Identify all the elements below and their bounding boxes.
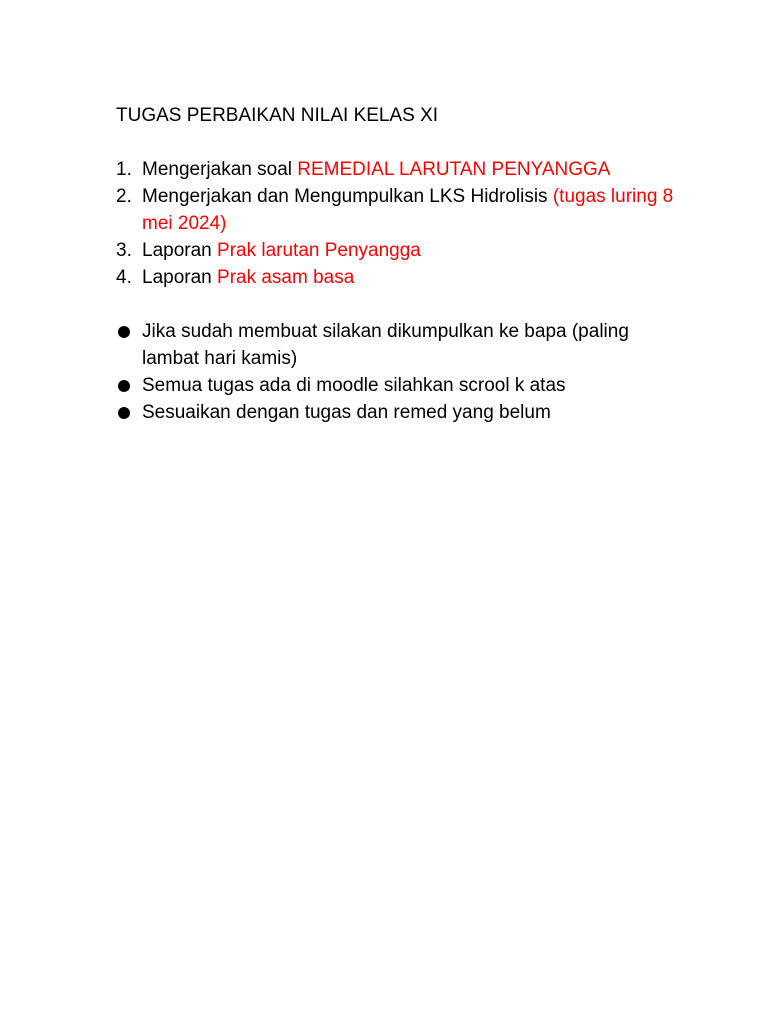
task-highlight: (tugas luring 8 mei 2024)	[142, 186, 674, 234]
blank-line	[116, 291, 676, 318]
note-item-3	[116, 399, 676, 426]
task-number: 3.	[116, 240, 132, 261]
task-item-4	[116, 264, 676, 291]
document-title: TUGAS PERBAIKAN NILAI KELAS XI	[116, 105, 439, 126]
task-list	[116, 156, 676, 291]
task-text: Mengerjakan soal	[142, 159, 298, 180]
task-item-3	[116, 237, 676, 264]
blank-line	[116, 129, 676, 156]
bullet-icon	[118, 380, 130, 392]
note-text: Jika sudah membuat silakan dikumpulkan ke bapa (paling lambat hari kamis)	[142, 321, 629, 369]
task-highlight: Prak asam basa	[217, 267, 355, 288]
note-list	[116, 318, 676, 426]
document-body	[116, 102, 676, 426]
task-item-2	[116, 183, 676, 237]
task-item-1	[116, 156, 676, 183]
note-text: Sesuaikan dengan tugas dan remed yang belum	[142, 402, 551, 423]
note-text: Semua tugas ada di moodle silahkan scrool k atas	[142, 375, 566, 396]
task-number: 4.	[116, 267, 132, 288]
task-text: Mengerjakan dan Mengumpulkan LKS Hidrolisis	[142, 186, 553, 207]
task-number: 1.	[116, 159, 132, 180]
note-item-1	[116, 318, 676, 372]
note-item-2	[116, 372, 676, 399]
task-number: 2.	[116, 186, 132, 207]
bullet-icon	[118, 326, 130, 338]
bullet-icon	[118, 407, 130, 419]
task-text: Laporan	[142, 240, 218, 261]
task-highlight: REMEDIAL LARUTAN PENYANGGA	[297, 159, 611, 180]
task-text: Laporan	[142, 267, 218, 288]
task-highlight: Prak larutan Penyangga	[217, 240, 421, 261]
